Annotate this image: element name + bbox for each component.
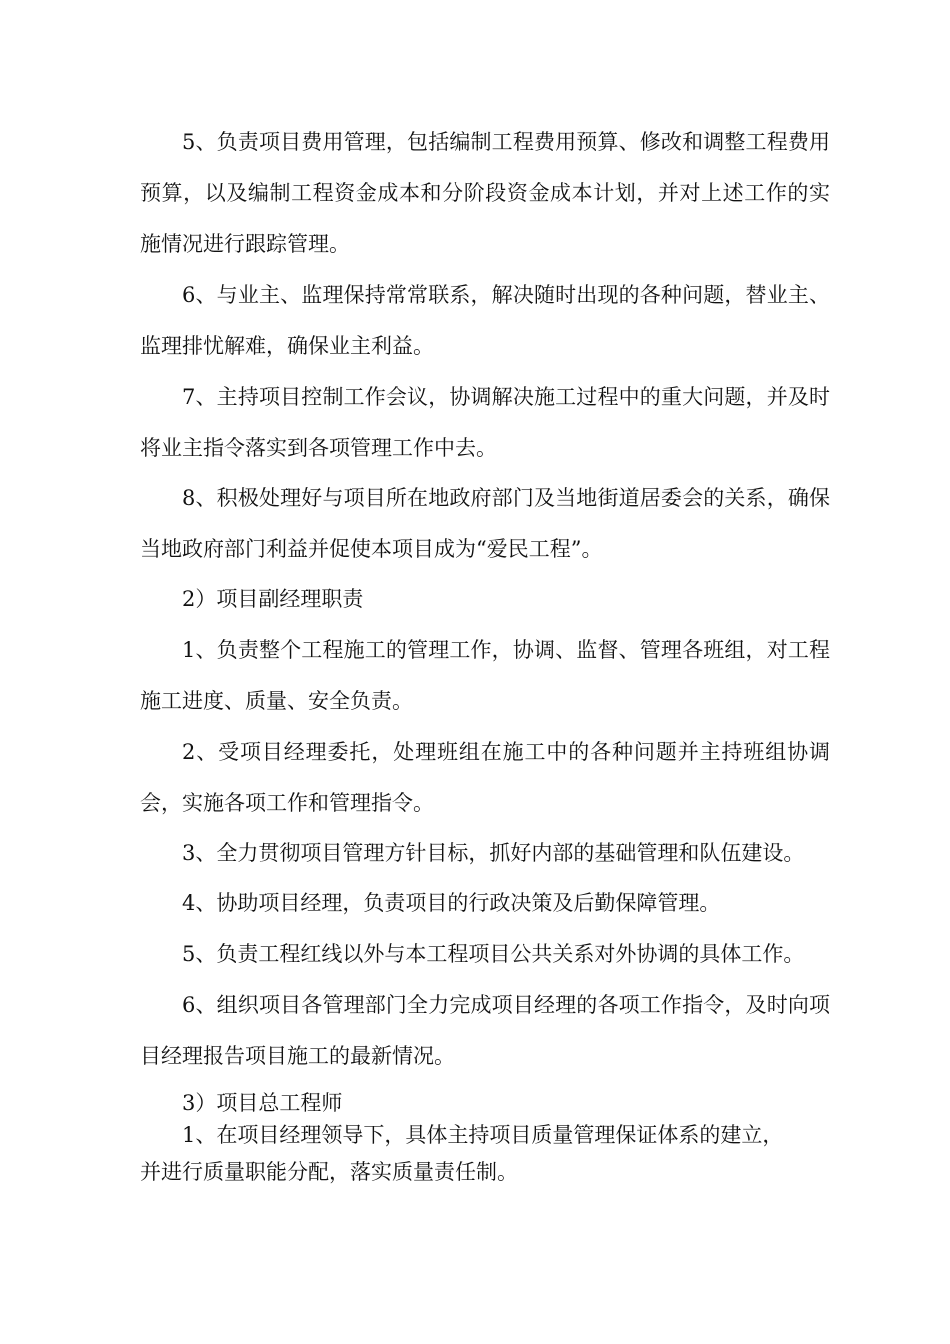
paragraph-work-instructions: 6、组织项目各管理部门全力完成项目经理的各项工作指令，及时向项目经理报告项目施工的最新情况。 (140, 993, 830, 1068)
paragraph-government-relations: 8、积极处理好与项目所在地政府部门及当地街道居委会的关系，确保当地政府部门利益并促使本项目成为“爱民工程”。 (140, 486, 830, 561)
paragraph-external-coordination: 5、负责工程红线以外与本工程项目公共关系对外协调的具体工作。 (182, 942, 805, 966)
section-heading-deputy-manager: 2）项目副经理职责 (182, 587, 364, 611)
section-heading-chief-engineer: 3）项目总工程师 (182, 1091, 343, 1115)
paragraph-team-coordination: 2、受项目经理委托，处理班组在施工中的各种问题并主持班组协调会，实施各项工作和管理指令。 (140, 740, 830, 815)
paragraph-construction-management: 1、负责整个工程施工的管理工作，协调、监督、管理各班组，对工程施工进度、质量、安全负责。 (140, 638, 830, 713)
chief-engineer-line-2: 并进行质量职能分配，落实质量责任制。 (140, 1160, 518, 1184)
paragraph-owner-contact: 6、与业主、监理保持常常联系，解决随时出现的各种问题，替业主、监理排忧解难，确保业主利益。 (140, 283, 830, 358)
paragraph-cost-management: 5、负责项目费用管理，包括编制工程费用预算、修改和调整工程费用预算，以及编制工程资金成本和分阶段资金成本计划，并对上述工作的实施情况进行跟踪管理。 (140, 130, 830, 256)
chief-engineer-line-1: 1、在项目经理领导下，具体主持项目质量管理保证体系的建立， (182, 1123, 784, 1147)
paragraph-policy-implementation: 3、全力贯彻项目管理方针目标，抓好内部的基础管理和队伍建设。 (182, 841, 805, 865)
paragraph-administrative-support: 4、协助项目经理，负责项目的行政决策及后勤保障管理。 (182, 891, 721, 915)
paragraph-control-meeting: 7、主持项目控制工作会议，协调解决施工过程中的重大问题，并及时将业主指令落实到各项管理工作中去。 (140, 385, 830, 460)
